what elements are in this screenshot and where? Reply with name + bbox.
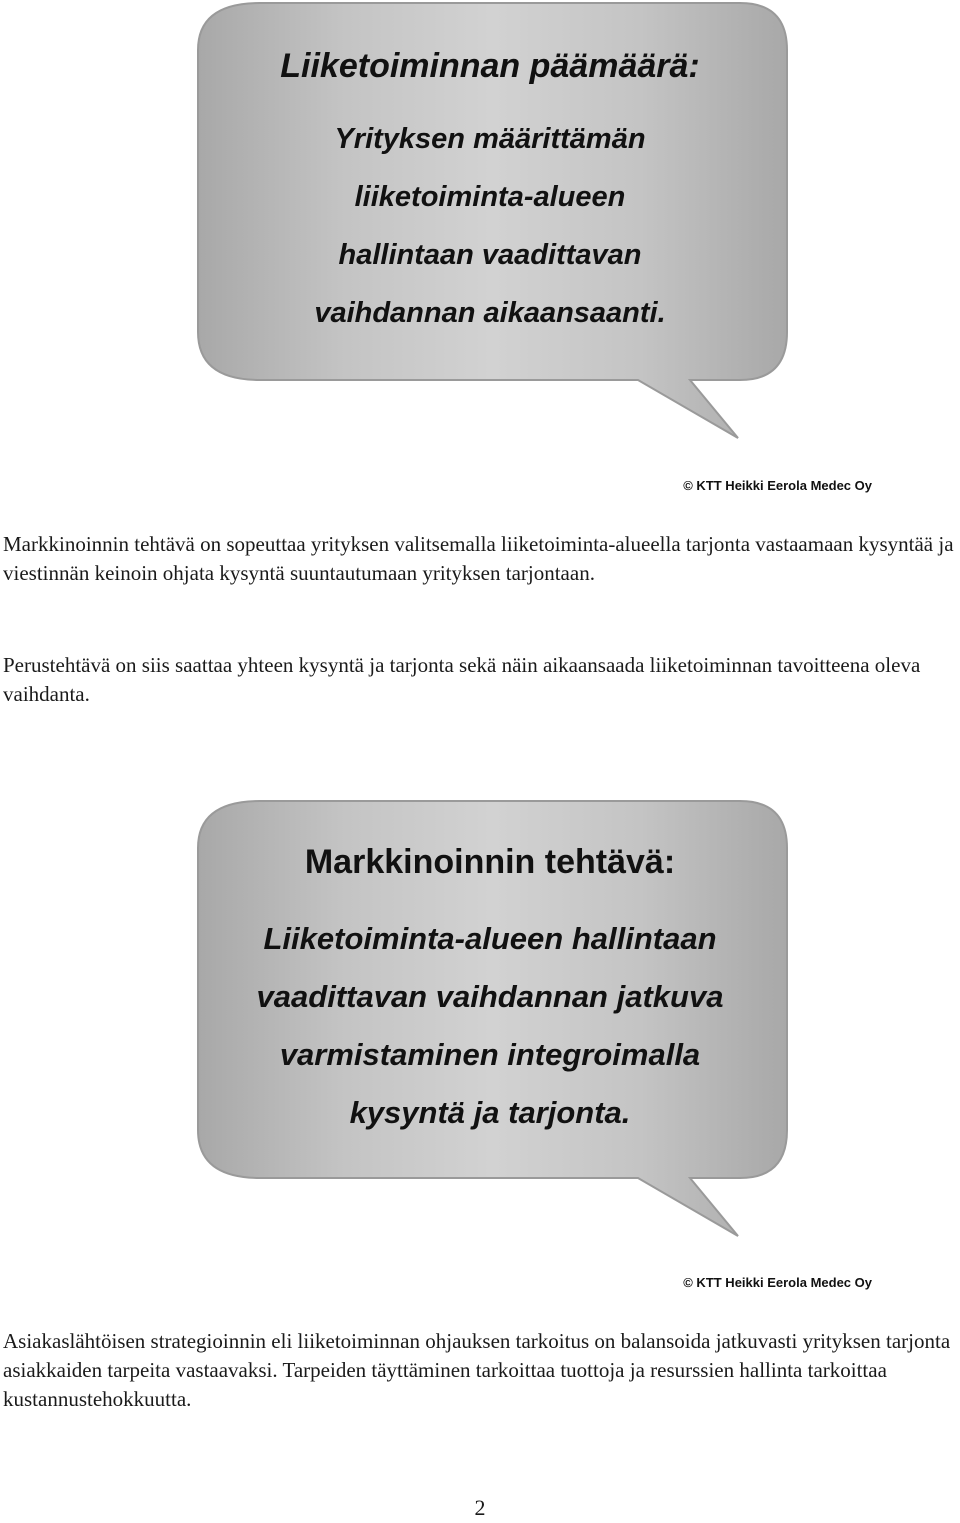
bubble-heading: Markkinoinnin tehtävä: [304, 843, 676, 881]
bubble-body [190, 110, 790, 342]
speech-bubble-goal [190, 0, 790, 445]
bubble-heading: Liiketoiminnan päämäärä: [280, 47, 700, 85]
bubble-line: vaihdannan aikaansaanti. [314, 297, 666, 329]
bubble-line: kysyntä ja tarjonta. [349, 1095, 631, 1130]
bubble-line: varmistaminen integroimalla [279, 1037, 701, 1072]
paragraph: Asiakaslähtöisen strategioinnin eli liiketoiminnan ohjauksen tarkoitus on balansoida jatkuvasti yrityksen tarjonta asiakkaiden tarpeita vastaavaksi. Tarpeiden täyttäminen tarkoittaa tuottoja ja resurssien hallinta tarkoittaa kustannustehokkuutta. [3, 1329, 951, 1411]
speech-bubble-marketing-task [190, 798, 790, 1243]
page-number: 2 [474, 1495, 486, 1520]
bubble-line: hallintaan vaadittavan [338, 239, 642, 271]
bubble-body [190, 910, 790, 1142]
paragraph: Perustehtävä on siis saattaa yhteen kysyntä ja tarjonta sekä näin aikaansaada liiketoiminnan tavoitteena oleva vaihdanta. [3, 653, 921, 706]
bubble-line: vaadittavan vaihdannan jatkuva [256, 979, 724, 1014]
paragraph: Markkinoinnin tehtävä on sopeuttaa yrityksen valitsemalla liiketoiminta-alueella tarjonta vastaamaan kysyntää ja viestinnän keinoin ohjata kysyntä suuntautumaan yrityksen tarjontaan. [3, 532, 954, 585]
bubble-line: Yrityksen määrittämän [334, 123, 646, 155]
copyright-notice: © KTT Heikki Eerola Medec Oy [683, 478, 872, 493]
bubble-line: liiketoiminta-alueen [354, 181, 626, 213]
bubble-line: Liiketoiminta-alueen hallintaan [263, 921, 717, 956]
copyright-notice: © KTT Heikki Eerola Medec Oy [683, 1275, 872, 1290]
